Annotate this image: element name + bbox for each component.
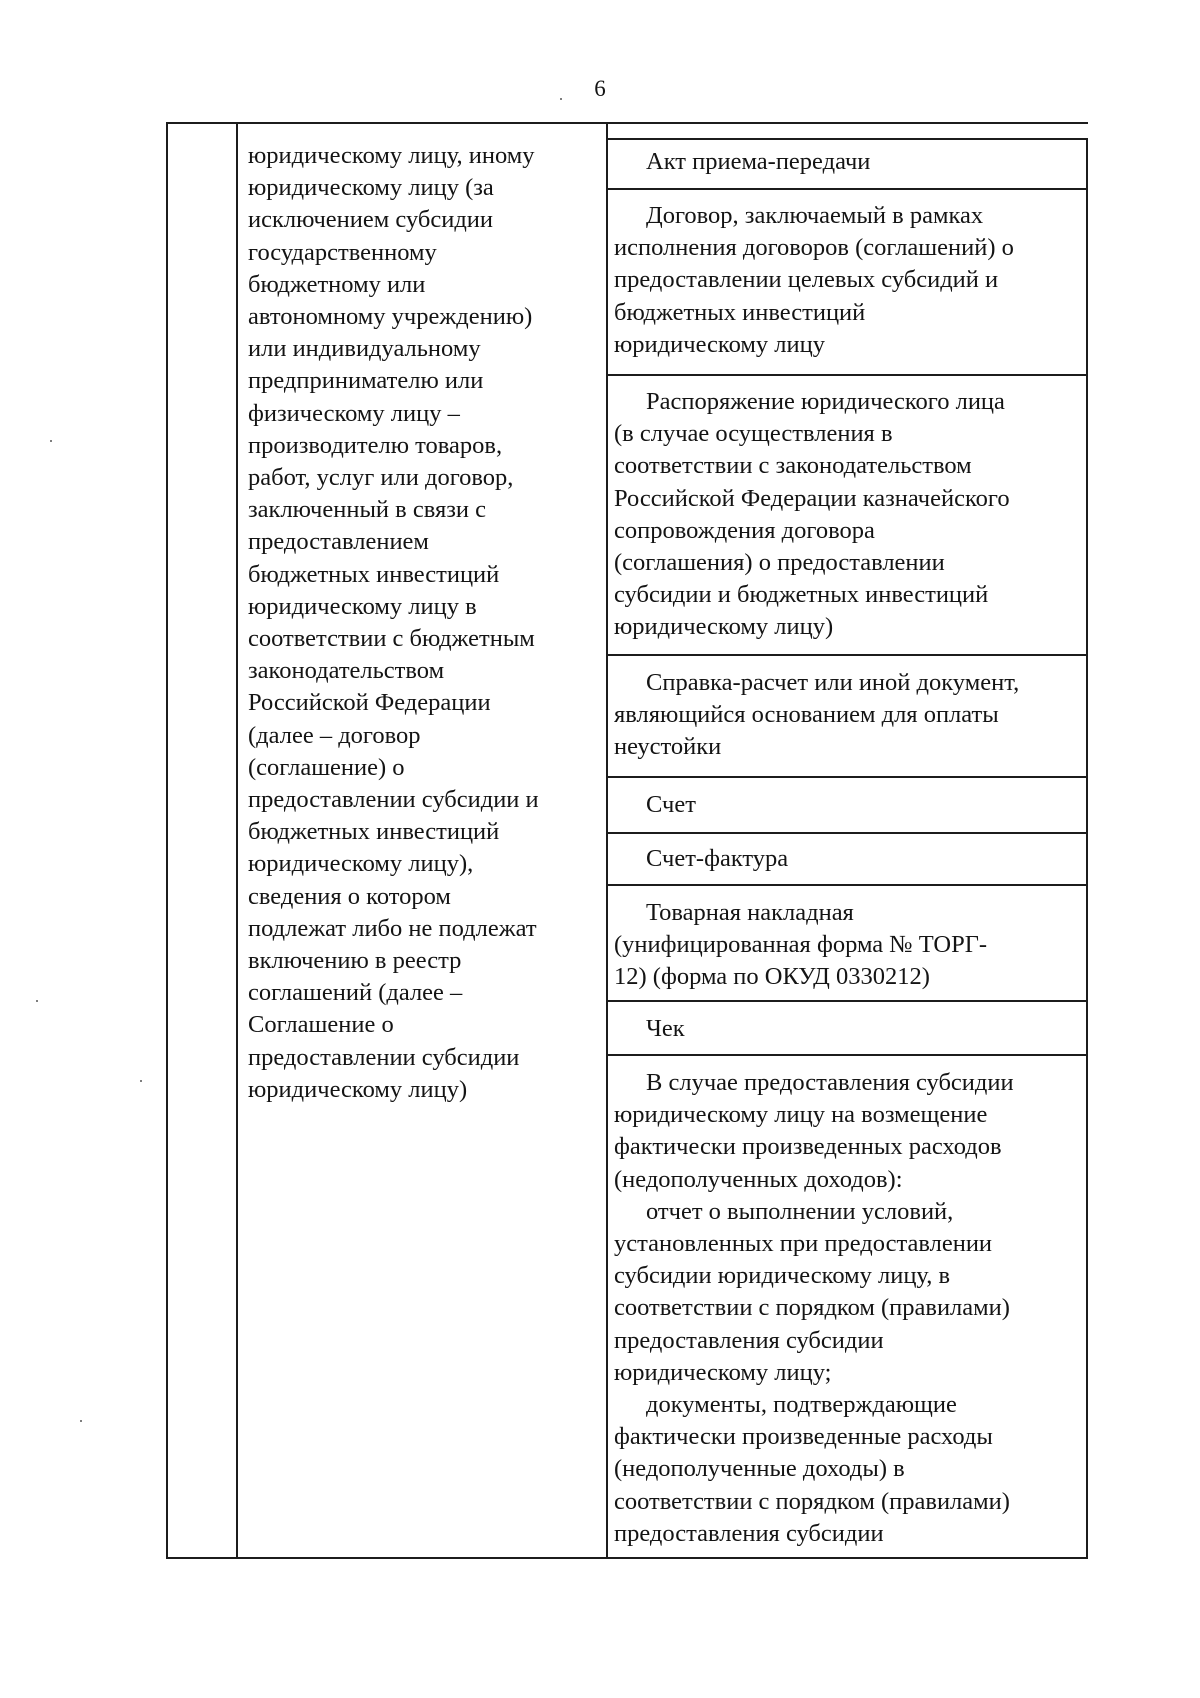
left-column-line: подлежат либо не подлежат xyxy=(248,914,537,942)
row-divider xyxy=(606,374,1088,376)
left-column-line: физическому лицу – xyxy=(248,399,460,427)
table-border-left xyxy=(166,122,168,1559)
row-divider xyxy=(606,1054,1088,1056)
right-cell-contract xyxy=(614,200,1084,361)
left-column-line: государственному xyxy=(248,238,437,266)
left-column-line: работ, услуг или договор, xyxy=(248,464,514,492)
cell-line: (унифицированная форма № ТОРГ- xyxy=(614,931,988,959)
cell-line: исполнения договоров (соглашений) о xyxy=(614,234,1014,262)
cell-line: предоставлении целевых субсидий и xyxy=(614,266,999,294)
left-column-line: бюджетных инвестиций xyxy=(248,560,500,588)
table-border-right xyxy=(1086,138,1088,1559)
cell-line: бюджетных инвестиций xyxy=(614,298,866,326)
cell-line: соответствии с порядком (правилами) xyxy=(614,1294,1010,1322)
left-column-line: юридическому лицу в xyxy=(248,592,477,620)
left-column-line: исключением субсидии xyxy=(248,206,494,234)
left-column-line: предоставлении субсидии xyxy=(248,1043,520,1071)
left-column-line: производителю товаров, xyxy=(248,431,503,459)
cell-line: Российской Федерации казначейского xyxy=(614,484,1010,512)
cell-line: фактически произведенные расходы xyxy=(614,1423,993,1451)
left-column-line: юридическому лицу, иному xyxy=(248,142,535,169)
right-cell-invoice xyxy=(614,789,1084,821)
cell-line: соответствии с законодательством xyxy=(614,452,972,480)
row-divider xyxy=(606,1000,1088,1002)
left-column-line: юридическому лицу (за xyxy=(248,174,494,202)
left-column-line: сведения о котором xyxy=(248,882,451,910)
left-column-line: предоставлении субсидии и xyxy=(248,786,539,814)
scan-speck xyxy=(140,1080,142,1082)
row-divider xyxy=(606,188,1088,190)
right-cell-calculation xyxy=(614,667,1084,764)
cell-line: Акт приема-передачи xyxy=(646,148,871,175)
column-divider-2 xyxy=(606,122,608,1559)
cell-line: соответствии с порядком (правилами) xyxy=(614,1487,1010,1515)
left-column-line: соглашений (далее – xyxy=(248,979,463,1007)
cell-line: субсидии и бюджетных инвестиций xyxy=(614,581,989,609)
cell-line: юридическому лицу на возмещение xyxy=(614,1101,988,1129)
row-divider xyxy=(606,138,1088,140)
cell-line: Товарная накладная xyxy=(646,899,854,926)
left-column-line: бюджетных инвестиций xyxy=(248,818,500,846)
row-divider xyxy=(606,654,1088,656)
cell-line: Договор, заключаемый в рамках xyxy=(646,202,984,229)
cell-line: Счет xyxy=(646,791,696,818)
cell-line: являющийся основанием для оплаты xyxy=(614,701,999,729)
left-column-text xyxy=(248,140,600,1106)
left-column-line: юридическому лицу), xyxy=(248,850,474,878)
cell-line: юридическому лицу) xyxy=(614,613,834,641)
left-column-line: предоставлением xyxy=(248,528,429,556)
cell-line: (соглашения) о предоставлении xyxy=(614,549,945,577)
cell-line: (недополученных доходов): xyxy=(614,1165,903,1193)
right-cell-act xyxy=(614,146,1084,178)
left-column-line: (далее – договор xyxy=(248,721,421,749)
left-column-line: включению в реестр xyxy=(248,947,462,975)
left-column-line: или индивидуальному xyxy=(248,335,481,363)
left-column-line: юридическому лицу) xyxy=(248,1075,468,1103)
table-border-top xyxy=(166,122,1088,124)
cell-line: сопровождения договора xyxy=(614,516,875,544)
row-divider xyxy=(606,776,1088,778)
left-column-line: Российской Федерации xyxy=(248,689,491,717)
cell-line: юридическому лицу xyxy=(614,330,825,358)
left-column-line: заключенный в связи с xyxy=(248,496,487,524)
right-cell-order xyxy=(614,386,1084,644)
right-cell-waybill xyxy=(614,897,1084,994)
scan-speck xyxy=(50,440,52,442)
table-border-bottom xyxy=(166,1557,1088,1559)
left-column-line: (соглашение) о xyxy=(248,753,405,781)
left-column-line: соответствии с бюджетным xyxy=(248,625,535,653)
column-divider-1 xyxy=(236,122,238,1559)
right-cell-receipt xyxy=(614,1013,1084,1045)
cell-line: (недополученные доходы) в xyxy=(614,1455,905,1483)
left-column-line: Соглашение о xyxy=(248,1011,394,1039)
left-column-line: бюджетному или xyxy=(248,270,426,298)
scan-speck xyxy=(36,1000,38,1002)
cell-line: Справка-расчет или иной документ, xyxy=(646,669,1020,696)
cell-line: фактически произведенных расходов xyxy=(614,1133,1002,1161)
cell-line: Распоряжение юридического лица xyxy=(646,388,1005,415)
left-column-line: автономному учреждению) xyxy=(248,303,533,331)
cell-line: предоставления субсидии xyxy=(614,1519,884,1547)
scan-speck xyxy=(560,98,562,100)
left-column-line: предпринимателю или xyxy=(248,367,484,395)
page-number: 6 xyxy=(594,76,606,101)
scan-speck xyxy=(80,1420,82,1422)
cell-line: неустойки xyxy=(614,733,722,761)
cell-line: (в случае осуществления в xyxy=(614,420,893,448)
right-cell-tax-invoice xyxy=(614,843,1084,875)
cell-line: Счет-фактура xyxy=(646,845,789,872)
cell-line: отчет о выполнении условий, xyxy=(646,1197,954,1225)
left-column-line: законодательством xyxy=(248,657,445,685)
row-divider xyxy=(606,884,1088,886)
cell-line: субсидии юридическому лицу, в xyxy=(614,1262,951,1290)
cell-line: юридическому лицу; xyxy=(614,1358,832,1386)
cell-line: документы, подтверждающие xyxy=(646,1391,957,1419)
row-divider xyxy=(606,832,1088,834)
cell-line: В случае предоставления субсидии xyxy=(646,1069,1014,1096)
cell-line: установленных при предоставлении xyxy=(614,1230,993,1258)
right-cell-subsidy-reimbursement xyxy=(614,1067,1084,1550)
cell-line: 12) (форма по ОКУД 0330212) xyxy=(614,963,930,991)
cell-line: Чек xyxy=(646,1015,685,1042)
cell-line: предоставления субсидии xyxy=(614,1326,884,1354)
